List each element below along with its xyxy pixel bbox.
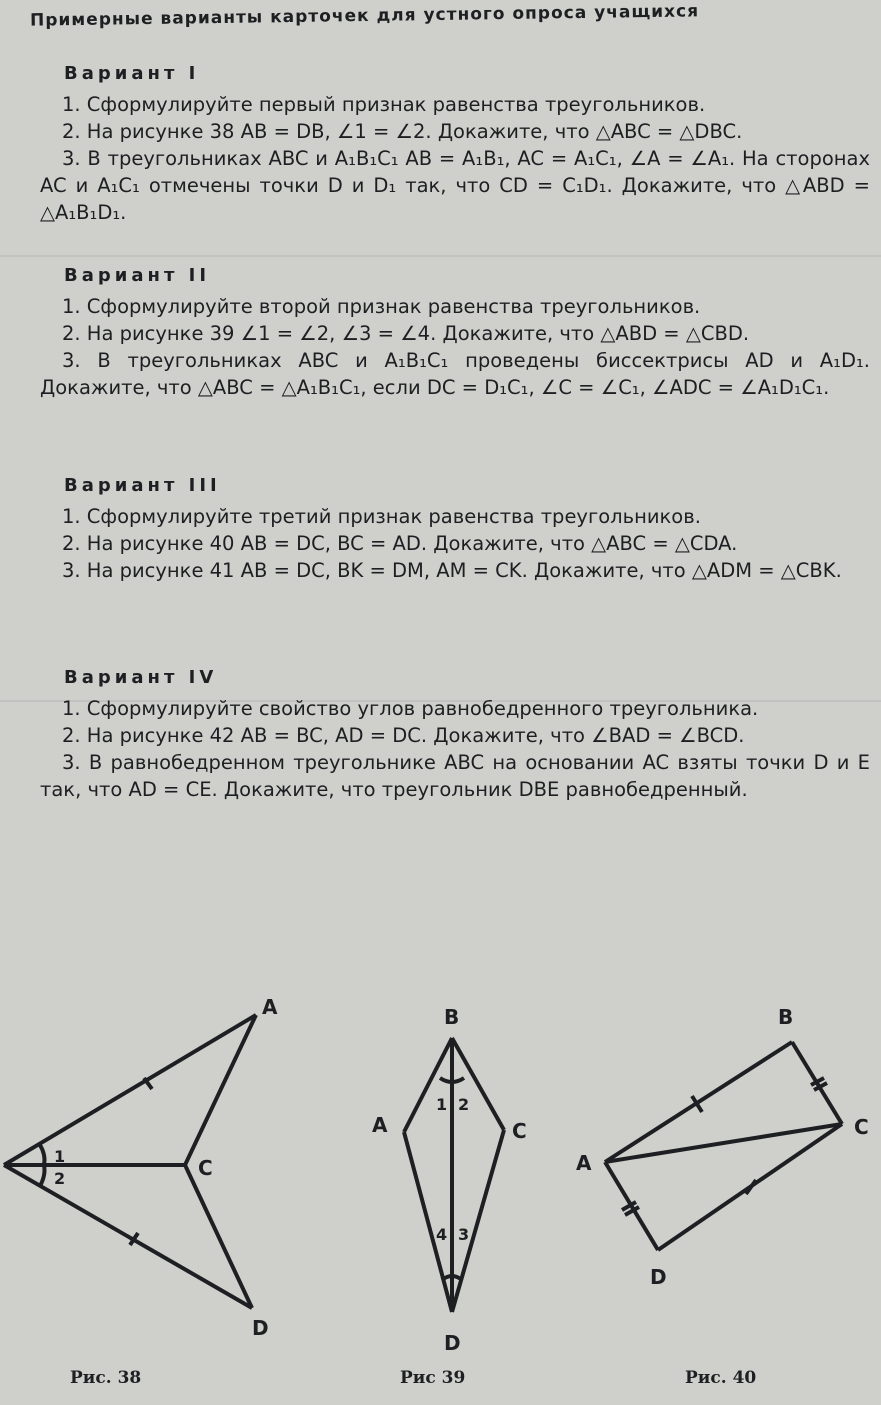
label-C: C (512, 1119, 527, 1143)
label-D: D (252, 1316, 269, 1340)
variant-heading: Вариант I (64, 63, 200, 84)
segment-AB (605, 1042, 792, 1162)
label-B: B (444, 1005, 460, 1029)
segment-BC (452, 1038, 504, 1130)
variant-heading: Вариант II (64, 265, 211, 286)
question-item: 1. Сформулируйте первый признак равенства треугольников. (62, 93, 706, 116)
segment-CD (452, 1130, 504, 1312)
angle-4-label: 4 (436, 1225, 448, 1244)
question-item: 2. На рисунке 40 AB = DC, BC = AD. Докажите, что △ABC = △CDA. (62, 532, 738, 555)
angle-3-label: 3 (458, 1225, 470, 1244)
variant-heading: Вариант IV (64, 667, 218, 688)
label-B: B (778, 1005, 794, 1029)
question-item: 1. Сформулируйте свойство углов равнобедренного треугольника. (62, 697, 759, 720)
variant-4 (40, 664, 870, 803)
variant-2 (40, 262, 870, 401)
question-item: 3. В треугольниках ABC и A₁B₁C₁ проведены биссектрисы AD и A₁D₁. Докажите, что △ABC = △A₁B₁C₁, если DC = D₁C₁, ∠C = ∠C₁, ∠ADC = ∠A₁D₁C₁. (40, 349, 870, 399)
question-item: 1. Сформулируйте третий признак равенства треугольников. (62, 505, 701, 528)
variant-1 (40, 60, 870, 226)
label-D: D (650, 1265, 667, 1289)
angle-1-label: 1 (54, 1147, 66, 1166)
figure-39-caption: Рис 39 (400, 1368, 466, 1388)
diagonal-AC (605, 1124, 842, 1162)
label-D: D (444, 1331, 461, 1355)
label-C: C (854, 1115, 869, 1139)
angle-2-label: 2 (458, 1095, 470, 1114)
figure-40 (570, 1000, 881, 1300)
segment-BA (404, 1038, 452, 1132)
angle-arc (40, 1165, 45, 1186)
question-item: 3. На рисунке 41 AB = DC, BK = DM, AM = CK. Докажите, что △ADM = △CBK. (62, 559, 842, 582)
variant-heading: Вариант III (64, 475, 221, 496)
figure-40-caption: Рис. 40 (685, 1368, 757, 1388)
page-title: Примерные варианты карточек для устного опроса учащихся (29, 1, 700, 31)
figure-39 (360, 1000, 540, 1360)
segment-BA (4, 1015, 256, 1165)
figure-38 (0, 990, 300, 1360)
variant-3 (40, 472, 870, 584)
angle-2-label: 2 (54, 1169, 66, 1188)
label-C: C (198, 1156, 213, 1180)
label-A: A (262, 995, 278, 1019)
question-item: 3. В треугольниках ABC и A₁B₁C₁ AB = A₁B₁, AC = A₁C₁, ∠A = ∠A₁. На сторонах AC и A₁C₁ отмечены точки D и D₁ так, что CD = C₁D₁. Докажите, что △ABD = △A₁B₁D₁. (40, 147, 870, 224)
angle-arc (40, 1145, 45, 1165)
question-item: 2. На рисунке 38 AB = DB, ∠1 = ∠2. Докажите, что △ABC = △DBC. (62, 120, 743, 143)
label-A: A (372, 1113, 388, 1137)
label-A: A (576, 1151, 592, 1175)
question-item: 1. Сформулируйте второй признак равенства треугольников. (62, 295, 701, 318)
question-item: 3. В равнобедренном треугольнике ABC на основании AC взяты точки D и E так, что AD = CE. Докажите, что треугольник DBE равнобедренный. (40, 751, 870, 801)
paper-fold (0, 255, 881, 257)
angle-1-label: 1 (436, 1095, 448, 1114)
question-item: 2. На рисунке 39 ∠1 = ∠2, ∠3 = ∠4. Докажите, что △ABD = △CBD. (62, 322, 750, 345)
question-item: 2. На рисунке 42 AB = BC, AD = DC. Докажите, что ∠BAD = ∠BCD. (62, 724, 745, 747)
figure-38-caption: Рис. 38 (70, 1368, 142, 1388)
segment-AD (404, 1132, 452, 1312)
